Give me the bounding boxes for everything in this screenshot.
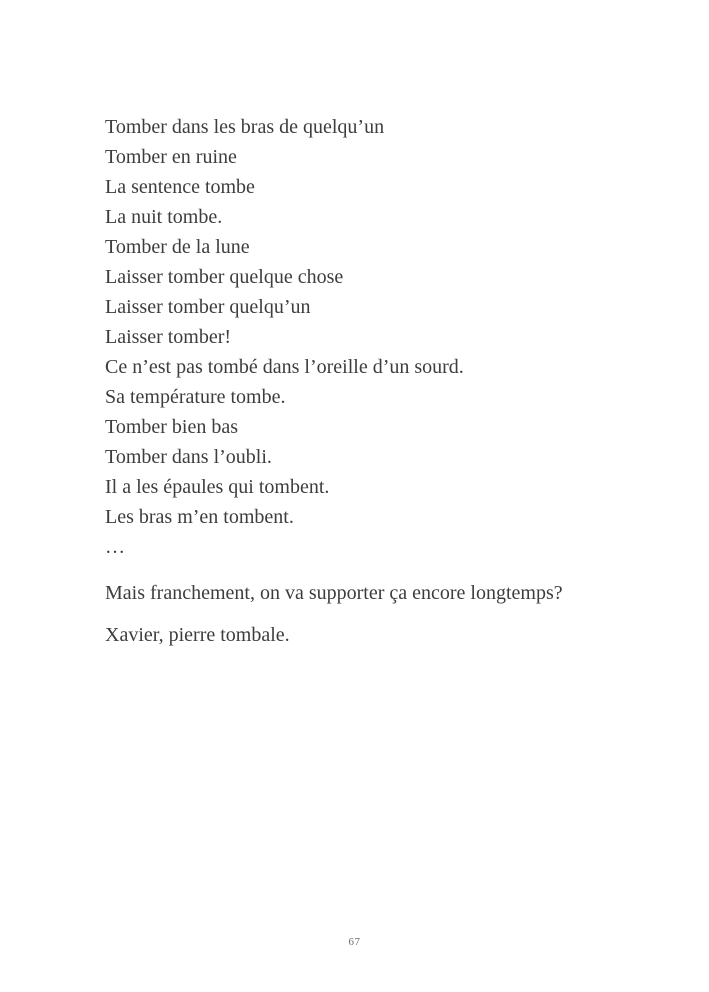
- poem-line: Il a les épaules qui tombent.: [105, 476, 330, 498]
- poem-line: Tomber en ruine: [105, 146, 237, 168]
- poem-line: Les bras m’en tombent.: [105, 506, 294, 528]
- poem-line: Tomber dans les bras de quelqu’un: [105, 116, 385, 138]
- poem-line: Tomber dans l’oubli.: [105, 446, 272, 468]
- poem-line: Ce n’est pas tombé dans l’oreille d’un sourd.: [105, 356, 464, 378]
- poem-line: Tomber bien bas: [105, 416, 239, 438]
- poem-ellipsis: …: [105, 536, 125, 558]
- signature-line: Xavier, pierre tombale.: [105, 624, 290, 646]
- poem-line: Laisser tomber!: [105, 326, 232, 348]
- poem-line: La nuit tombe.: [105, 206, 223, 228]
- poem-line: Laisser tomber quelque chose: [105, 266, 344, 288]
- text-block: [105, 112, 605, 650]
- poem-line: La sentence tombe: [105, 176, 255, 198]
- poem-line: Sa température tombe.: [105, 386, 286, 408]
- page-number: 67: [348, 936, 361, 948]
- poem-line: Laisser tomber quelqu’un: [105, 296, 311, 318]
- closing-paragraph: Mais franchement, on va supporter ça encore longtemps?: [105, 582, 563, 604]
- poem-line: Tomber de la lune: [105, 236, 250, 258]
